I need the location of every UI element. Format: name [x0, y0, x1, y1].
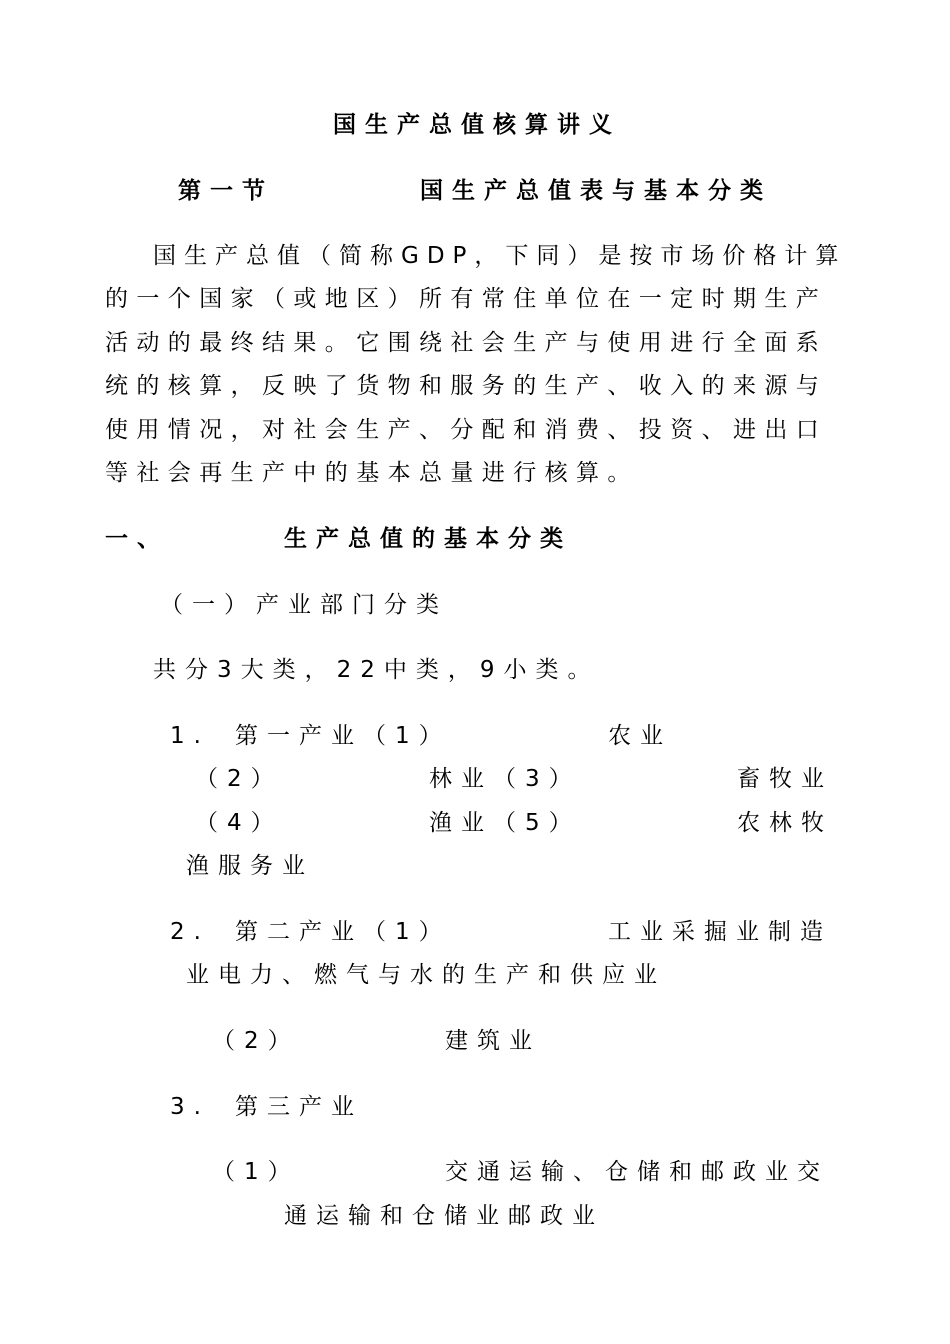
list-item: 农业	[608, 723, 672, 749]
list-item: 农林牧	[737, 810, 833, 836]
heading-title: 生产总值的基本分类	[284, 526, 572, 552]
paragraph-line: 统的核算，反映了货物和服务的生产、收入的来源与	[105, 373, 828, 399]
list-item: 工业采掘业制造	[608, 919, 832, 945]
list-number: 2.	[170, 919, 210, 945]
heading-number: 一、	[105, 526, 169, 552]
list-item: 林业（3）	[429, 766, 581, 792]
paragraph-line: 活动的最终结果。它围绕社会生产与使用进行全面系	[105, 330, 828, 356]
list-item: 畜牧业	[737, 766, 833, 792]
list-number: （4）	[195, 810, 283, 836]
list-item: 交通运输、仓储和邮政业交	[445, 1159, 829, 1185]
list-item: 渔服务业	[186, 853, 314, 879]
list-item: 第二产业（1）	[235, 919, 451, 945]
list-number: 1.	[170, 723, 210, 749]
classification-summary: 共分3大类，22中类，9小类。	[153, 657, 600, 683]
paragraph-line: 等社会再生产中的基本总量进行核算。	[105, 460, 639, 486]
list-number: （2）	[212, 1028, 300, 1054]
list-item: 业电力、燃气与水的生产和供应业	[186, 962, 666, 988]
list-item: 第一产业（1）	[235, 723, 451, 749]
list-item: 渔业（5）	[429, 810, 581, 836]
list-item: 建筑业	[445, 1028, 541, 1054]
list-number: （2）	[195, 766, 283, 792]
list-number: 3.	[170, 1094, 210, 1120]
list-number: （1）	[212, 1159, 300, 1185]
list-item: 通运输和仓储业邮政业	[284, 1203, 604, 1229]
paragraph-line: 国生产总值（简称GDP，下同）是按市场价格计算	[153, 243, 847, 269]
list-item: 第三产业	[235, 1094, 363, 1120]
section-title: 国生产总值表与基本分类	[420, 178, 772, 204]
document-title: 国生产总值核算讲义	[333, 112, 621, 138]
paragraph-line: 使用情况，对社会生产、分配和消费、投资、进出口	[105, 417, 828, 443]
subheading-industry-sectors: （一）产业部门分类	[160, 592, 448, 618]
paragraph-line: 的一个国家（或地区）所有常住单位在一定时期生产	[105, 286, 828, 312]
section-label: 第一节	[178, 178, 274, 204]
